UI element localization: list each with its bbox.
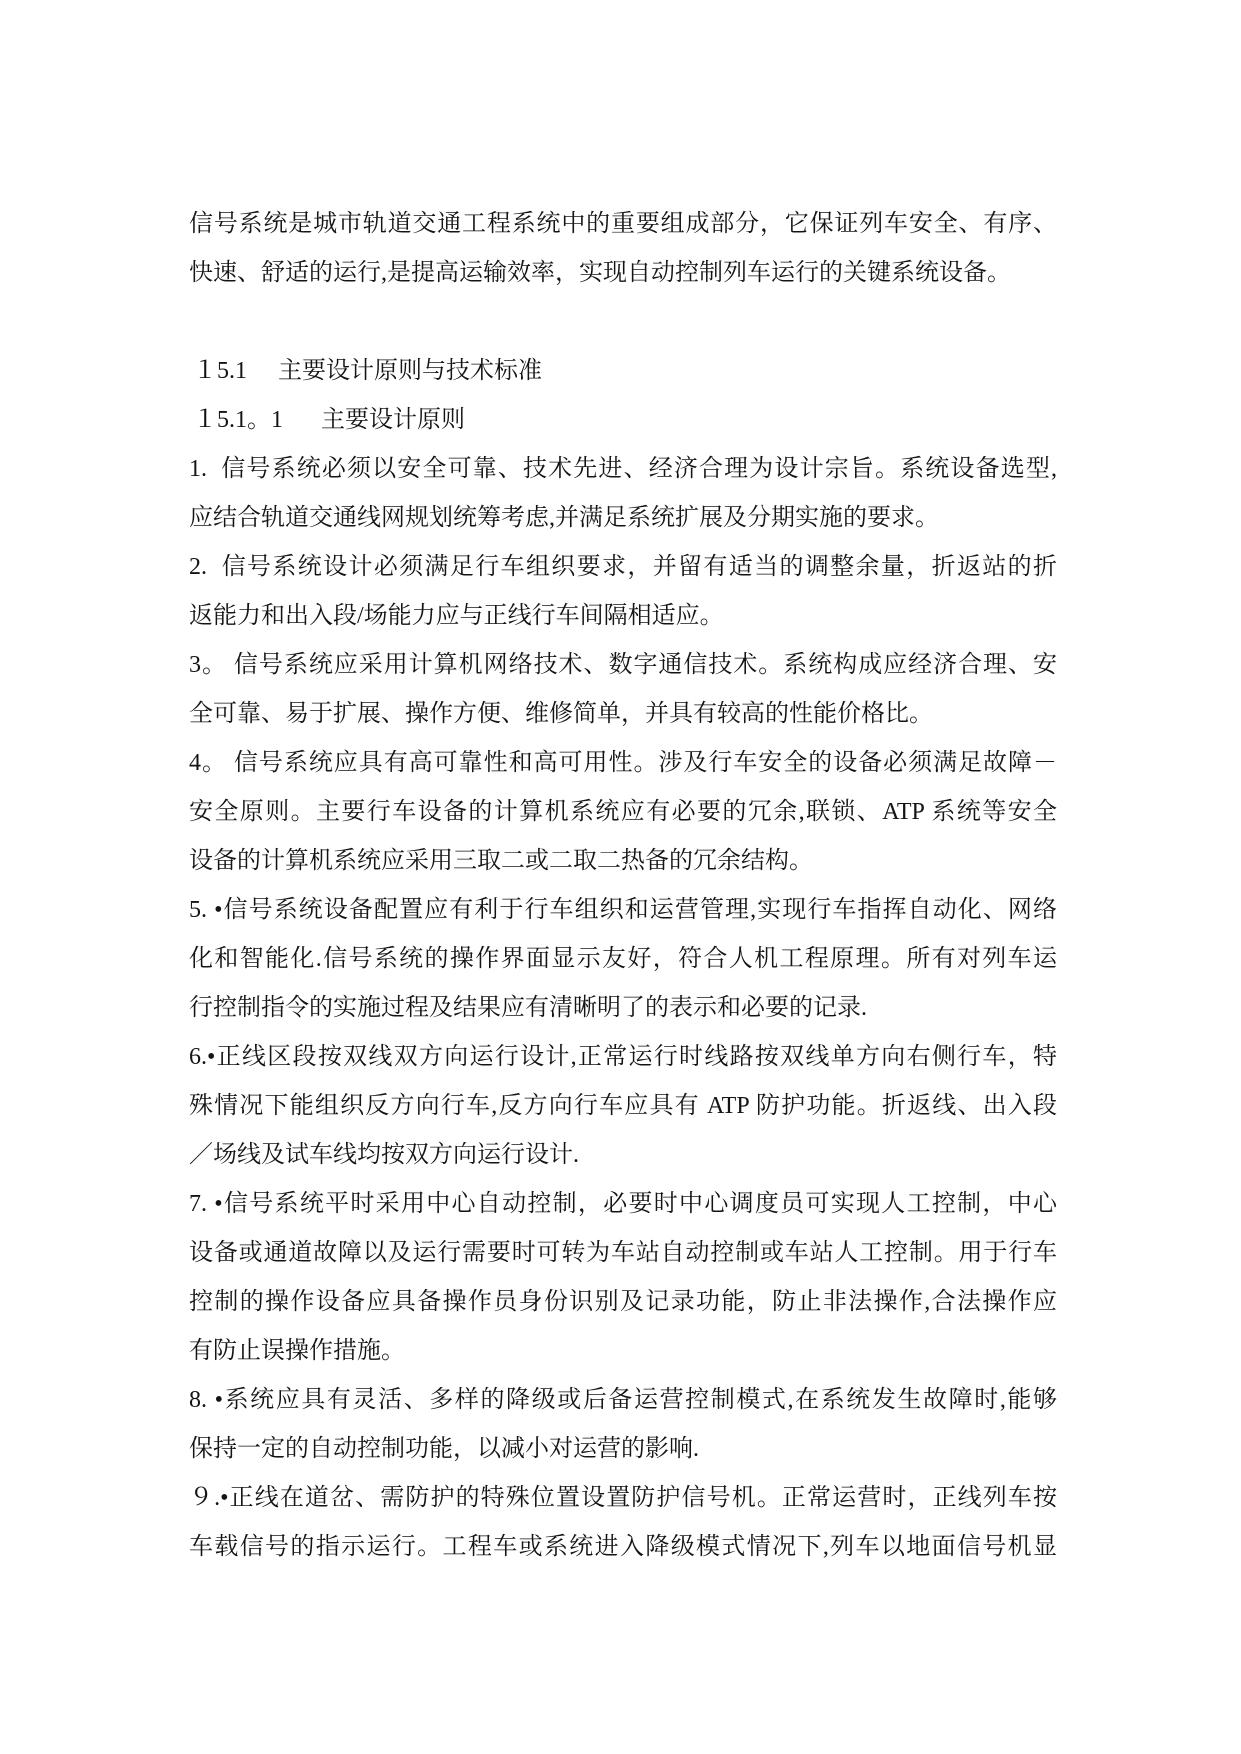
intro-paragraph [189,200,1057,298]
item-line: 设备或通道故障以及运行需要时可转为车站自动控制或车站人工控制。用于行车 [189,1240,1057,1266]
item-line: 保持一定的自动控制功能，以减小对运营的影响. [189,1436,699,1462]
principle-item-6 [189,1033,1057,1180]
intro-line: 信号系统是城市轨道交通工程系统中的重要组成部分，它保证列车安全、有序、 [189,211,1057,237]
intro-line: 快速、舒适的运行,是提高运输效率，实现自动控制列车运行的关键系统设备。 [189,260,1011,286]
item-line: ／场线及试车线均按双方向运行设计. [189,1142,579,1168]
item-line: 车载信号的指示运行。工程车或系统进入降级模式情况下,列车以地面信号机显 [189,1534,1057,1560]
item-line: 6.•正线区段按双线双方向运行设计,正常运行时线路按双线单方向右侧行车，特 [189,1044,1057,1070]
item-line: 应结合轨道交通线网规划统筹考虑,并满足系统扩展及分期实施的要求。 [189,505,939,531]
item-line: 返能力和出入段/场能力应与正线行车间隔相适应。 [189,603,724,629]
subsection-number: １5.1。1 [193,407,283,433]
item-line: 控制的操作设备应具备操作员身份识别及记录功能，防止非法操作,合法操作应 [189,1289,1057,1315]
item-line: 4。 信号系统应具有高可靠性和高可用性。涉及行车安全的设备必须满足故障－ [189,750,1057,776]
principle-item-8 [189,1376,1057,1474]
principle-item-4 [189,739,1057,886]
subsection-title: 主要设计原则 [321,407,465,433]
principle-item-9 [189,1474,1057,1572]
item-line: 设备的计算机系统应采用三取二或二取二热备的冗余结构。 [189,848,813,874]
item-line: 3。 信号系统应采用计算机网络技术、数字通信技术。系统构成应经济合理、安 [189,652,1057,678]
paragraph-gap [189,298,1057,347]
principle-item-7 [189,1180,1057,1376]
item-line: 8. •系统应具有灵活、多样的降级或后备运营控制模式,在系统发生故障时,能够 [189,1387,1057,1413]
item-line: 化和智能化.信号系统的操作界面显示友好，符合人机工程原理。所有对列车运 [189,946,1057,972]
item-line: 行控制指令的实施过程及结果应有清晰明了的表示和必要的记录. [189,995,867,1021]
principle-item-3 [189,641,1057,739]
item-line: 殊情况下能组织反方向行车,反方向行车应具有 ATP 防护功能。折返线、出入段 [189,1093,1057,1119]
principle-item-2 [189,543,1057,641]
section-title: 主要设计原则与技术标准 [278,358,542,384]
item-line: 安全原则。主要行车设备的计算机系统应有必要的冗余,联锁、ATP 系统等安全 [189,799,1057,825]
section-number: １5.1 [193,358,247,384]
item-line: 有防止误操作措施。 [189,1338,405,1364]
principle-item-5 [189,886,1057,1033]
document-body [189,200,1057,1572]
item-line: ９.•正线在道岔、需防护的特殊位置设置防护信号机。正常运营时，正线列车按 [189,1485,1057,1511]
section-heading [189,347,1057,396]
item-line: 全可靠、易于扩展、操作方便、维修简单，并具有较高的性能价格比。 [189,701,933,727]
item-line: 2. 信号系统设计必须满足行车组织要求，并留有适当的调整余量，折返站的折 [189,554,1057,580]
subsection-heading [189,396,1057,445]
principle-item-1 [189,445,1057,543]
item-line: 5. •信号系统设备配置应有利于行车组织和运营管理,实现行车指挥自动化、网络 [189,897,1057,923]
item-line: 7. •信号系统平时采用中心自动控制，必要时中心调度员可实现人工控制，中心 [189,1191,1057,1217]
item-line: 1. 信号系统必须以安全可靠、技术先进、经济合理为设计宗旨。系统设备选型, [189,456,1057,482]
